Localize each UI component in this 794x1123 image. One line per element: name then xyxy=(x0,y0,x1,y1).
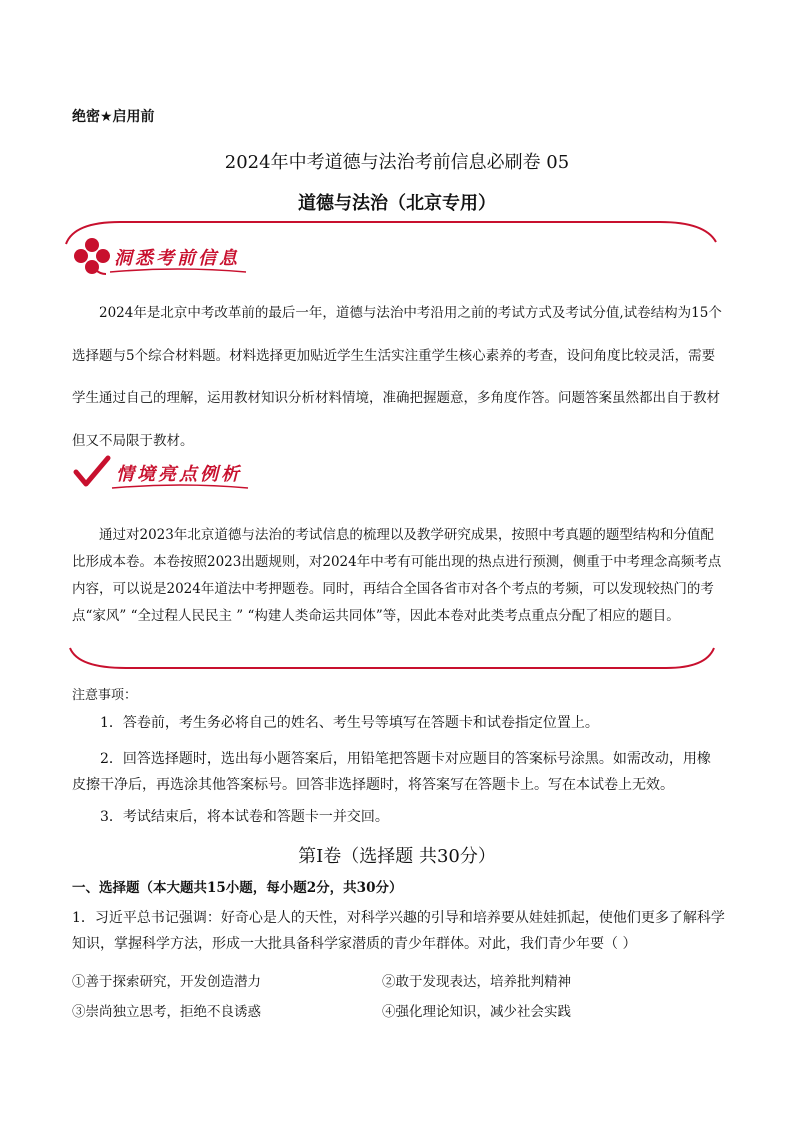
question-option: ③崇尚独立思考，拒绝不良诱惑 xyxy=(72,1004,261,1020)
heading-underline xyxy=(108,266,248,276)
flower-icon xyxy=(72,236,112,276)
exam-info-paragraph: 2024年是北京中考改革前的最后一年，道德与法治中考沿用之前的考试方式及考试分值,试卷结构为15个选择题与5个综合材料题。材料选择更加贴近学生生活实注重学生核心素养的考查，设问角度比较灵活，需要学生通过自己的理解，运用教材知识分析材料情境，准确把握题意，多角度作答。问题答案虽然都出自于教材但又不局限于教材。 xyxy=(72,305,722,449)
frame-top-curve xyxy=(60,216,720,246)
question-option: ①善于探索研究，开发创造潜力 xyxy=(72,974,261,990)
question-stem: 1．习近平总书记强调：好奇心是人的天性，对科学兴趣的引导和培养要从娃娃抓起，使他们更多了解科学知识，掌握科学方法，形成一大批具备科学家潜质的青少年群体。对此，我们青少年要（ ） xyxy=(72,910,725,952)
notice-item: 3．考试结束后，将本试卷和答题卡一并交回。 xyxy=(100,809,389,825)
notice-title: 注意事项： xyxy=(72,688,138,703)
exam-title: 2024年中考道德与法治考前信息必刷卷 05 xyxy=(224,152,570,173)
question-option: ④强化理论知识，减少社会实践 xyxy=(382,1004,571,1020)
confidential-label: 绝密★启用前 xyxy=(72,109,155,125)
heading-exam-info: 洞悉考前信息 xyxy=(114,248,240,269)
section-title: 第Ⅰ卷（选择题 共30分） xyxy=(298,846,496,867)
part-heading: 一、选择题（本大题共15小题，每小题2分，共30分） xyxy=(72,880,403,896)
heading-underline xyxy=(110,482,250,492)
heading-highlights: 情境亮点例析 xyxy=(116,464,242,485)
notice-item: 2．回答选择题时，选出每小题答案后，用铅笔把答题卡对应题目的答案标号涂黑。如需改动，用橡皮擦干净后，再选涂其他答案标号。回答非选择题时，将答案写在答题卡上。写在本试卷上无效。 xyxy=(72,751,711,793)
check-icon xyxy=(72,454,112,488)
frame-bottom-curve xyxy=(66,644,718,674)
notice-item: 1．答卷前，考生务必将自己的姓名、考生号等填写在答题卡和试卷指定位置上。 xyxy=(100,715,599,731)
highlights-paragraph: 通过对2023年北京道德与法治的考试信息的梳理以及教学研究成果，按照中考真题的题型结构和分值配比形成本卷。本卷按照2023出题规则，对2024年中考有可能出现的热点进行预测，侧重于中考理念高频考点内容，可以说是2024年道法中考押题卷。同时，再结合全国各省市对各个考点的考频，可以发现较热门的考点“家风” “全过程人民民主 ” “构建人类命运共同体”等，因此本卷对此类考点重点分配了相应的题目。 xyxy=(72,527,722,624)
exam-subtitle: 道德与法治（北京专用） xyxy=(298,193,496,214)
question-option: ②敢于发现表达，培养批判精神 xyxy=(382,974,571,990)
